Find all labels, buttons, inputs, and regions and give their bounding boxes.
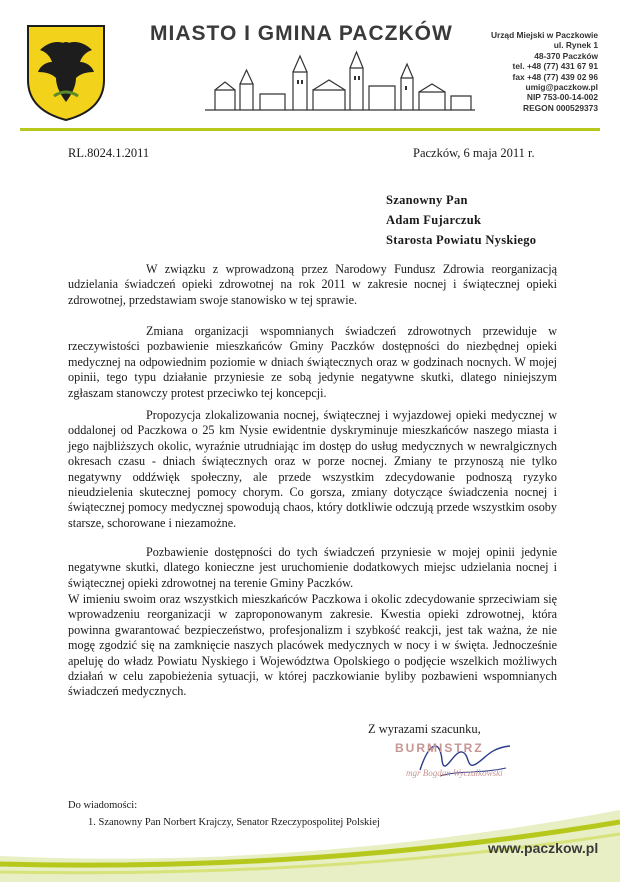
paragraph-text: W imieniu swoim oraz wszystkich mieszkańców Paczkowa i okolic zdecydowanie sprzeciwiam się wprowadzeniu reorganizacji w zaproponowanym zakresie. Kwestia opieki zdrowotnej, która powinna gwarantować bezpieczeństwo, profesjonalizm i szybkość reakcji, jest tak ważna, że nie mogę zgodzić się na zamknięcie naszych placówek medycznych w nocy i w święta. Jednocześnie apeluję do władz Powiatu Nyskiego i Województwa Opolskiego o podjęcie wszelkich możliwych działań w celu zapobieżenia sytuacji, w której paczkowianie byliby pozbawieni wspomnianych świadczeń medycznych. (68, 592, 557, 699)
office-email: umig@paczkow.pl (525, 82, 598, 93)
paragraph-text: Zmiana organizacji wspomnianych świadczeń zdrowotnych przewiduje w rzeczywistości pozbawienie mieszkańców Gminy Paczków dostępności do niezbędnej opieki medycznej na odpowiednim poziomie w dniach świątecznych oraz w godzinach nocnych. W mojej opinii, tego typu działanie przyniesie ze sobą jedynie negatywne skutki, dlatego niniejszym zgłaszam stanowczy protest przeciwko tej koncepcji. (68, 324, 557, 400)
body-paragraph-5 (68, 592, 557, 700)
cc-list-item: 1. Szanowny Pan Norbert Krajczy, Senator Rzeczypospolitej Polskiej (88, 817, 380, 828)
footer-website-link[interactable]: www.paczkow.pl (488, 840, 599, 856)
signatory-name: mgr Bogdan Wyczałkowski (406, 768, 503, 778)
office-street: ul. Rynek 1 (553, 40, 598, 51)
cc-heading: Do wiadomości: (68, 800, 138, 811)
office-postal: 48-370 Paczków (534, 50, 598, 61)
town-skyline-icon (205, 50, 475, 112)
paragraph-text: Pozbawienie dostępności do tych świadczeń przyniesie w mojej opinii jedynie negatywne skutki, dlatego konieczne jest uruchomienie dodatkowych miejsc udzielania nocnej i świątecznej opieki zdrowotnej na terenie Gminy Paczków. (68, 545, 557, 590)
recipient-title: Starosta Powiatu Nyskiego (386, 233, 537, 247)
stamp-title: BURMISTRZ (395, 741, 484, 755)
office-name: Urząd Miejski w Paczkowie (490, 30, 598, 40)
paragraph-text: W związku z wprowadzoną przez Narodowy Fundusz Zdrowia reorganizacją udzielania świadczeń opieki zdrowotnej na rok 2011 w zakresie nocnej i świątecznej opieki zdrowotnej, przedstawiam swoje stanowisko w tej sprawie. (68, 262, 557, 307)
office-phone: tel. +48 (77) 431 67 91 (512, 61, 598, 72)
signature-icon (410, 730, 520, 790)
body-paragraph-1 (68, 262, 557, 308)
eagle-crest-icon (24, 22, 108, 122)
office-nip: NIP 753-00-14-002 (526, 92, 598, 103)
header-divider (20, 128, 600, 131)
recipient-salutation: Szanowny Pan (386, 193, 468, 207)
body-paragraph-3 (68, 408, 557, 531)
office-fax: fax +48 (77) 439 02 96 (512, 71, 598, 82)
body-paragraph-2 (68, 324, 557, 401)
closing-phrase: Z wyrazami szacunku, (368, 722, 481, 736)
reference-number: RL.8024.1.2011 (68, 146, 150, 160)
page-title: MIASTO I GMINA PACZKÓW (150, 22, 453, 45)
office-contact-block (448, 30, 598, 113)
body-paragraph-4 (68, 545, 557, 591)
paragraph-text: Propozycja zlokalizowania nocnej, świątecznej i wyjazdowej opieki medycznej w oddalonej od Paczkowa o 25 km Nysie ewidentnie dyskryminuje mieszkańców naszego miasta i jego najbliższych okolic, wyraźnie utrudniając im dostęp do usług medycznych w newralgicznych okresach czasu - dniach świątecznych oraz w porze nocnej. Zmiany te przynoszą nie tylko negatywny oddźwięk społeczny, ale przede wszystkim zdecydowanie podnoszą ryzyko nieudzielenia skutecznej pomocy chorym. Co gorsza, zmiany dotyczące świadczenia nocnej i świątecznej pomocy medycznej spowodują chaos, który dotkliwie odczują przede wszystkim osoby starsze, schorowane i niezamożne. (68, 408, 557, 530)
recipient-block (386, 190, 536, 250)
place-date: Paczków, 6 maja 2011 r. (413, 146, 535, 160)
office-regon: REGON 000529373 (523, 102, 598, 113)
recipient-name: Adam Fujarczuk (386, 213, 482, 227)
